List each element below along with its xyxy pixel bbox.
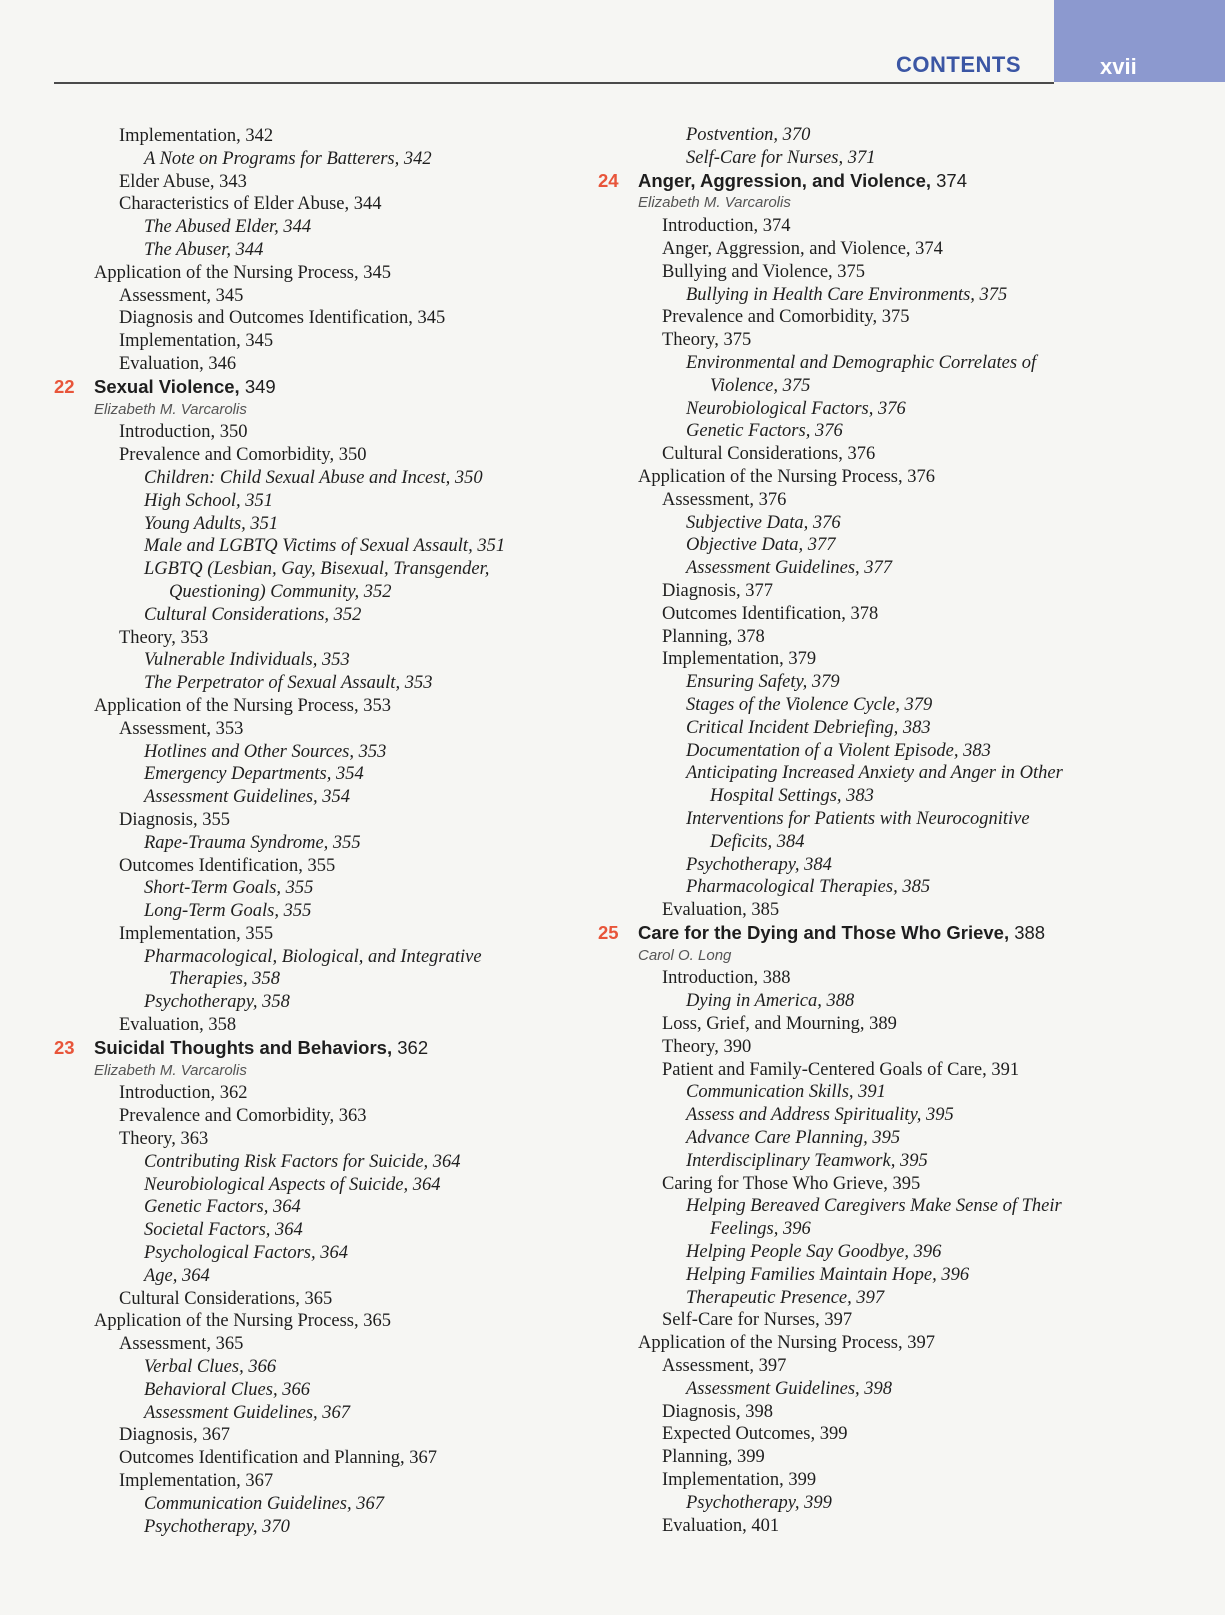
- toc-subsubsection: Postvention, 370: [686, 125, 811, 145]
- toc-subsubsection: Short-Term Goals, 355: [144, 878, 314, 899]
- toc-subsubsection: Genetic Factors, 376: [686, 421, 843, 442]
- toc-subsubsection: The Abused Elder, 344: [144, 217, 312, 238]
- toc-subsubsection: Stages of the Violence Cycle, 379: [686, 694, 933, 715]
- toc-right-column: [598, 124, 1174, 1537]
- toc-subsection: Caring for Those Who Grieve, 395: [662, 1173, 921, 1194]
- toc-subsubsection: Psychotherapy, 384: [686, 854, 832, 875]
- toc-subsubsection: Genetic Factors, 364: [144, 1197, 301, 1218]
- toc-section: Application of the Nursing Process, 353: [94, 695, 391, 716]
- toc-subsection: Evaluation, 401: [662, 1515, 780, 1536]
- toc-subsection: Planning, 399: [662, 1447, 765, 1468]
- toc-subsubsection: Pharmacological Therapies, 385: [686, 877, 931, 898]
- toc-subsubsection: Environmental and Demographic Correlates of: [686, 352, 1037, 373]
- toc-subsection: Diagnosis, 367: [119, 1425, 230, 1446]
- toc-subsubsection: Children: Child Sexual Abuse and Incest, 350: [144, 467, 483, 488]
- toc-subsubsection: Dying in America, 388: [686, 991, 855, 1012]
- chapter-title: Anger, Aggression, and Violence,: [638, 169, 931, 191]
- toc-entry-continuation: Feelings, 396: [710, 1219, 811, 1240]
- toc-subsubsection: A Note on Programs for Batterers, 342: [144, 148, 432, 169]
- toc-subsection: Implementation, 345: [119, 331, 274, 352]
- toc-section: Application of the Nursing Process, 345: [94, 262, 391, 283]
- chapter-page: 374: [931, 169, 968, 191]
- page-number-tab: [1054, 0, 1225, 82]
- toc-subsection: Evaluation, 358: [119, 1015, 237, 1036]
- toc-subsection: Loss, Grief, and Mourning, 389: [662, 1014, 897, 1035]
- toc-subsection: Assessment, 376: [662, 489, 787, 510]
- page-number: xvii: [1100, 54, 1137, 79]
- toc-subsection: Diagnosis, 377: [662, 580, 773, 601]
- toc-subsubsection: Helping Bereaved Caregivers Make Sense of Their: [686, 1196, 1062, 1217]
- chapter-title: Care for the Dying and Those Who Grieve,: [638, 921, 1010, 943]
- toc-subsubsection: Helping Families Maintain Hope, 396: [686, 1264, 970, 1285]
- toc-entry-continuation: Deficits, 384: [710, 831, 805, 852]
- toc-subsection: Introduction, 362: [119, 1083, 248, 1104]
- toc-subsubsection: Rape-Trauma Syndrome, 355: [144, 832, 361, 853]
- chapter-heading: [52, 376, 572, 399]
- toc-subsection: Outcomes Identification and Planning, 367: [119, 1448, 438, 1469]
- header-rule: [54, 82, 1054, 84]
- chapter-author: Elizabeth M. Varcarolis: [638, 194, 791, 212]
- toc-subsubsection: Helping People Say Goodbye, 396: [686, 1242, 942, 1263]
- toc-subsubsection: High School, 351: [144, 490, 273, 511]
- chapter-number: 25: [598, 921, 619, 943]
- toc-subsection: Self-Care for Nurses, 397: [662, 1310, 853, 1331]
- toc-subsection: Evaluation, 346: [119, 353, 237, 374]
- toc-subsubsection: LGBTQ (Lesbian, Gay, Bisexual, Transgender,: [144, 559, 490, 580]
- toc-subsection: Characteristics of Elder Abuse, 344: [119, 194, 382, 215]
- chapter-page: 388: [1009, 921, 1046, 943]
- toc-subsection: Cultural Considerations, 376: [662, 444, 876, 465]
- toc-subsection: Implementation, 355: [119, 923, 274, 944]
- toc-subsection: Prevalence and Comorbidity, 350: [119, 445, 367, 466]
- chapter-number: 22: [54, 375, 75, 397]
- toc-subsection: Assessment, 345: [119, 285, 244, 306]
- toc-subsection: Theory, 353: [119, 627, 209, 648]
- toc-subsection: Expected Outcomes, 399: [662, 1424, 848, 1445]
- toc-subsubsection: Psychological Factors, 364: [144, 1243, 348, 1264]
- toc-subsection: Introduction, 350: [119, 422, 248, 443]
- chapter-number: 24: [598, 169, 619, 191]
- toc-subsection: Implementation, 399: [662, 1470, 817, 1491]
- toc-entry-continuation: Hospital Settings, 383: [710, 786, 874, 807]
- toc-subsection: Outcomes Identification, 355: [119, 855, 336, 876]
- toc-subsubsection: Neurobiological Factors, 376: [686, 398, 906, 419]
- toc-subsubsection: Age, 364: [144, 1265, 210, 1286]
- toc-subsubsection: Advance Care Planning, 395: [686, 1128, 901, 1149]
- toc-section: Application of the Nursing Process, 397: [638, 1333, 935, 1354]
- toc-subsubsection: Contributing Risk Factors for Suicide, 364: [144, 1151, 461, 1172]
- toc-section: Application of the Nursing Process, 365: [94, 1311, 391, 1332]
- toc-subsection: Diagnosis, 355: [119, 809, 230, 830]
- toc-subsubsection: Ensuring Safety, 379: [686, 672, 840, 693]
- toc-subsubsection: Verbal Clues, 366: [144, 1357, 277, 1378]
- toc-subsubsection: Critical Incident Debriefing, 383: [686, 717, 931, 738]
- chapter-author: Elizabeth M. Varcarolis: [94, 1061, 247, 1079]
- toc-subsection: Evaluation, 385: [662, 900, 780, 921]
- toc-subsection: Outcomes Identification, 378: [662, 603, 879, 624]
- page-title: CONTENTS: [896, 52, 1021, 77]
- toc-subsection: Bullying and Violence, 375: [662, 261, 866, 282]
- toc-subsubsection: Psychotherapy, 358: [144, 992, 290, 1013]
- toc-subsection: Implementation, 379: [662, 649, 817, 670]
- toc-subsubsection: Neurobiological Aspects of Suicide, 364: [144, 1174, 441, 1195]
- toc-subsubsection: The Abuser, 344: [144, 239, 264, 260]
- toc-subsubsection: Therapeutic Presence, 397: [686, 1287, 885, 1308]
- toc-entry-continuation: Therapies, 358: [169, 969, 280, 990]
- toc-subsection: Introduction, 388: [662, 968, 791, 989]
- toc-subsubsection: Bullying in Health Care Environments, 375: [686, 284, 1008, 305]
- toc-subsection: Prevalence and Comorbidity, 363: [119, 1106, 367, 1127]
- chapter-page: 349: [239, 375, 276, 397]
- toc-entry-continuation: Violence, 375: [710, 375, 811, 396]
- chapter-page: 362: [392, 1036, 429, 1058]
- toc-subsubsection: Anticipating Increased Anxiety and Anger in Other: [686, 763, 1063, 784]
- toc-subsubsection: Vulnerable Individuals, 353: [144, 650, 350, 671]
- toc-subsubsection: Long-Term Goals, 355: [144, 901, 312, 922]
- toc-subsubsection: Self-Care for Nurses, 371: [686, 147, 876, 168]
- chapter-heading: [52, 1037, 572, 1060]
- toc-subsection: Theory, 390: [662, 1036, 752, 1057]
- toc-subsection: Elder Abuse, 343: [119, 171, 247, 192]
- toc-subsection: Cultural Considerations, 365: [119, 1288, 333, 1309]
- toc-subsubsection: Documentation of a Violent Episode, 383: [686, 740, 991, 761]
- toc-subsection: Prevalence and Comorbidity, 375: [662, 307, 910, 328]
- toc-subsubsection: Male and LGBTQ Victims of Sexual Assault, 351: [144, 536, 506, 557]
- toc-subsubsection: Interventions for Patients with Neurocognitive: [686, 808, 1030, 829]
- toc-subsubsection: Cultural Considerations, 352: [144, 604, 362, 625]
- toc-subsection: Assessment, 397: [662, 1356, 787, 1377]
- toc-subsubsection: Psychotherapy, 370: [144, 1516, 290, 1537]
- toc-subsubsection: Assessment Guidelines, 398: [686, 1378, 893, 1399]
- toc-subsection: Implementation, 367: [119, 1471, 274, 1492]
- toc-section: Application of the Nursing Process, 376: [638, 466, 935, 487]
- toc-entry-continuation: Questioning) Community, 352: [169, 581, 392, 602]
- toc-subsubsection: Emergency Departments, 354: [144, 764, 364, 785]
- toc-subsection: Planning, 378: [662, 626, 765, 647]
- toc-subsubsection: Young Adults, 351: [144, 513, 279, 534]
- toc-subsubsection: Objective Data, 377: [686, 535, 836, 556]
- toc-subsubsection: Assessment Guidelines, 367: [144, 1402, 351, 1423]
- toc-subsubsection: Behavioral Clues, 366: [144, 1379, 310, 1400]
- toc-left-column: [52, 125, 572, 1538]
- toc-subsubsection: The Perpetrator of Sexual Assault, 353: [144, 673, 433, 694]
- toc-subsubsection: Psychotherapy, 399: [686, 1492, 832, 1513]
- toc-subsection: Diagnosis and Outcomes Identification, 345: [119, 308, 446, 329]
- toc-subsection: Diagnosis, 398: [662, 1401, 773, 1422]
- toc-subsubsection: Assess and Address Spirituality, 395: [686, 1105, 954, 1126]
- toc-subsection: Anger, Aggression, and Violence, 374: [662, 238, 943, 259]
- chapter-author: Carol O. Long: [638, 946, 732, 964]
- chapter-author: Elizabeth M. Varcarolis: [94, 400, 247, 418]
- chapter-title: Sexual Violence,: [94, 375, 240, 397]
- toc-subsubsection: Communication Guidelines, 367: [144, 1493, 384, 1514]
- toc-subsection: Assessment, 365: [119, 1334, 244, 1355]
- chapter-title: Suicidal Thoughts and Behaviors,: [94, 1036, 393, 1058]
- toc-subsection: Theory, 375: [662, 330, 752, 351]
- toc-subsubsection: Societal Factors, 364: [144, 1220, 303, 1241]
- toc-subsubsection: Assessment Guidelines, 377: [686, 558, 893, 579]
- toc-subsection: Patient and Family-Centered Goals of Care, 391: [662, 1059, 1020, 1080]
- toc-subsection: Theory, 363: [119, 1129, 209, 1150]
- toc-subsubsection: Assessment Guidelines, 354: [144, 787, 351, 808]
- toc-subsubsection: Hotlines and Other Sources, 353: [144, 741, 387, 762]
- toc-subsection: Implementation, 342: [119, 126, 274, 146]
- toc-subsubsection: Interdisciplinary Teamwork, 395: [686, 1150, 928, 1171]
- toc-subsection: Introduction, 374: [662, 216, 791, 237]
- toc-subsubsection: Pharmacological, Biological, and Integrative: [144, 946, 482, 967]
- chapter-heading: [598, 921, 1174, 945]
- chapter-heading: [598, 169, 1174, 193]
- toc-subsubsection: Subjective Data, 376: [686, 512, 841, 533]
- toc-subsubsection: Communication Skills, 391: [686, 1082, 886, 1103]
- toc-subsection: Assessment, 353: [119, 718, 244, 739]
- chapter-number: 23: [54, 1036, 75, 1058]
